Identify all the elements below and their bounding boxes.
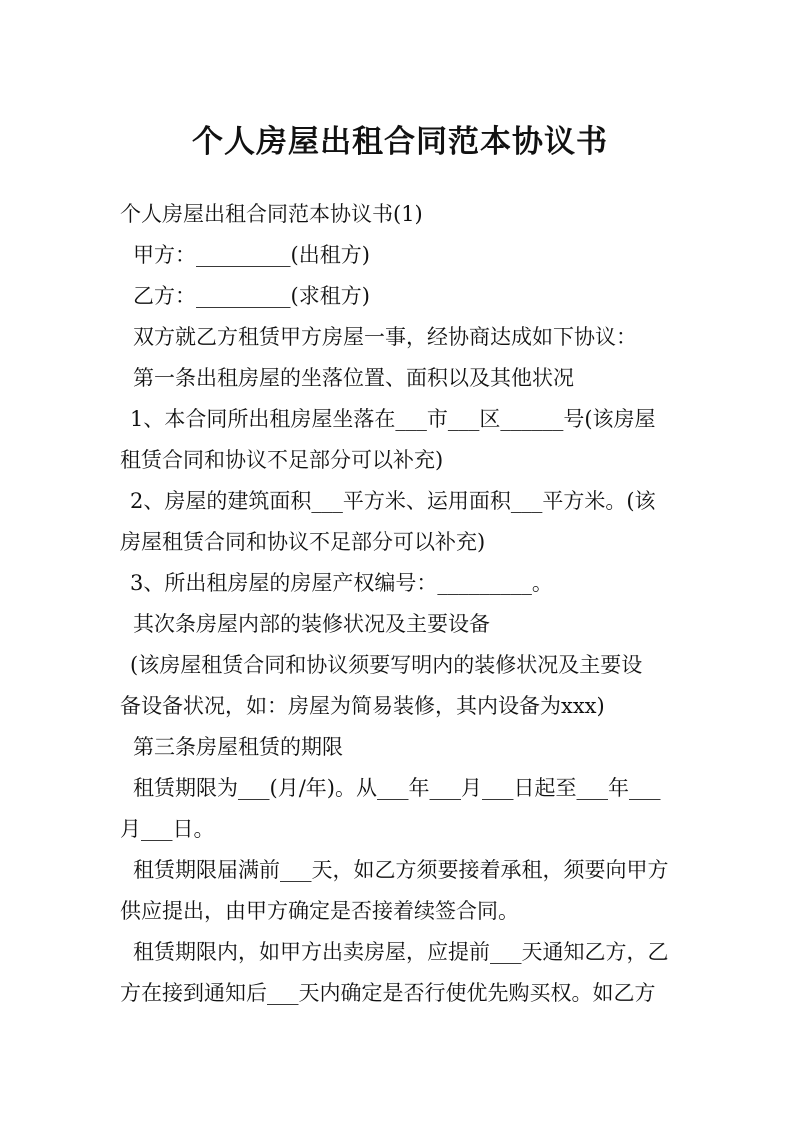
paragraph-line: 1、本合同所出租房屋坐落在___市___区______号(该房屋	[130, 407, 656, 431]
paragraph-line: 2、房屋的建筑面积___平方米、运用面积___平方米。(该	[130, 489, 656, 513]
paragraph-line: 租赁合同和协议不足部分可以补充)	[120, 448, 444, 472]
document-body	[120, 194, 685, 1014]
paragraph-line-article-3: 第三条房屋租赁的期限	[133, 735, 343, 759]
paragraph-line: 方在接到通知后___天内确定是否行使优先购买权。如乙方	[120, 981, 656, 1005]
paragraph-line-heading: 个人房屋出租合同范本协议书(1)	[120, 202, 423, 226]
paragraph-line: 租赁期限内，如甲方出卖房屋，应提前___天通知乙方，乙	[133, 940, 669, 964]
paragraph-line-article-2: 其次条房屋内部的装修状况及主要设备	[133, 612, 490, 636]
paragraph-line-article-1: 第一条出租房屋的坐落位置、面积以及其他状况	[133, 366, 574, 390]
paragraph-line: 供应提出，由甲方确定是否接着续签合同。	[120, 899, 519, 923]
paragraph-line: 月___日。	[120, 817, 215, 841]
paragraph-line: 租赁期限届满前___天，如乙方须要接着承租，须要向甲方	[133, 858, 669, 882]
paragraph-line: 房屋租赁合同和协议不足部分可以补充)	[120, 530, 486, 554]
paragraph-line-party-b: 乙方：_________(求租方)	[133, 284, 370, 308]
paragraph-line: 租赁期限为___(月/年)。从___年___月___日起至___年___	[133, 776, 661, 800]
paragraph-line-party-a: 甲方：_________(出租方)	[133, 243, 370, 267]
paragraph-line: 备设备状况，如：房屋为简易装修，其内设备为xxx)	[120, 694, 605, 718]
paragraph-line: 3、所出租房屋的房屋产权编号：_________。	[130, 571, 553, 595]
paragraph-line: (该房屋租赁合同和协议须要写明内的装修状况及主要设	[130, 653, 643, 677]
document-title: 个人房屋出租合同范本协议书	[192, 124, 608, 160]
paragraph-line-agreement: 双方就乙方租赁甲方房屋一事，经协商达成如下协议：	[133, 325, 637, 349]
